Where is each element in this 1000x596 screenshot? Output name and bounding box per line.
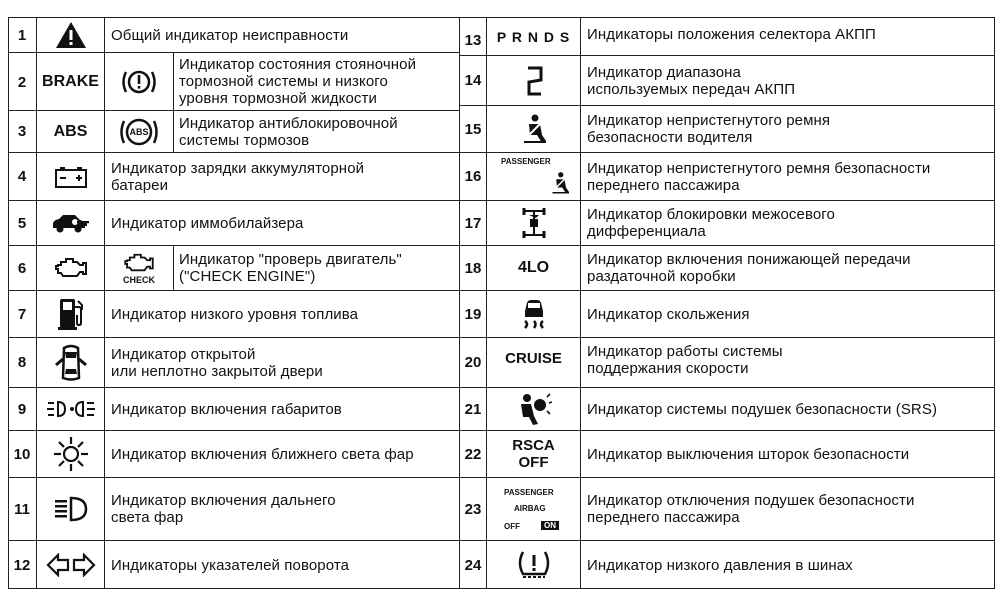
row-number: 19 <box>464 305 482 323</box>
row-number: 10 <box>13 445 31 463</box>
gear-selector-label: P R N D S <box>496 28 571 45</box>
row-number: 14 <box>464 72 482 89</box>
on-badge: ON <box>541 521 559 530</box>
4lo-label: 4LO <box>517 259 550 276</box>
row-number: 6 <box>17 259 27 277</box>
indicator-description: Индикатор непристегнутого ремня безопасности водителя <box>587 112 831 146</box>
row-number: 9 <box>17 400 27 418</box>
indicator-description: Индикатор зарядки аккумуляторной батареи <box>111 159 365 194</box>
indicator-description: Индикаторы положения селектора АКПП <box>587 25 876 43</box>
indicator-description: Общий индикатор неисправности <box>111 26 349 44</box>
rsca-off-label <box>487 431 580 477</box>
row-number: 4 <box>17 168 27 185</box>
indicator-description: Индикатор низкого давления в шинах <box>587 556 853 574</box>
row-number: 24 <box>464 556 482 574</box>
off-text: OFF <box>518 454 549 471</box>
indicator-description: Индикатор скольжения <box>587 305 750 323</box>
row-number: 21 <box>464 400 482 418</box>
indicator-description: Индикатор низкого уровня топлива <box>111 305 359 323</box>
indicator-description: Индикатор работы системы поддержания скорости <box>587 343 783 377</box>
indicator-description: Индикатор включения понижающей передачи раздаточной коробки <box>587 251 911 285</box>
indicator-description: Индикатор включения ближнего света фар <box>111 445 414 463</box>
row-number: 3 <box>17 123 27 140</box>
indicator-description: Индикатор выключения шторок безопасности <box>587 445 910 463</box>
indicator-description: Индикатор непристегнутого ремня безопасности переднего пассажира <box>587 159 931 194</box>
row-number: 8 <box>17 354 27 371</box>
col-divider <box>173 245 174 290</box>
low-beam-icon <box>37 431 104 477</box>
row-number: 16 <box>464 168 482 185</box>
row-number: 23 <box>464 500 482 518</box>
row-number: 11 <box>14 500 30 518</box>
abs-inner-label: ABS <box>129 126 149 137</box>
row-number: 15 <box>464 120 482 138</box>
abs-text-icon: ABS <box>53 122 88 140</box>
row-number: 13 <box>464 31 482 49</box>
side-lights-icon <box>37 388 104 430</box>
col-divider <box>580 17 581 589</box>
indicator-description: Индикатор диапазона используемых передач АКПП <box>587 63 796 98</box>
row-number: 17 <box>464 214 482 232</box>
indicator-description: Индикатор отключения подушек безопасности переднего пассажира <box>587 492 915 526</box>
indicator-description: Индикаторы указателей поворота <box>111 556 350 574</box>
row-number: 1 <box>17 27 27 44</box>
col-divider <box>104 152 105 245</box>
row-number: 7 <box>17 305 27 323</box>
airbag-icon <box>487 388 580 430</box>
row-number: 12 <box>13 556 31 574</box>
indicator-description: Индикатор открытой или неплотно закрытой двери <box>111 345 323 380</box>
row-number: 20 <box>464 354 482 371</box>
indicator-description: Индикатор иммобилайзера <box>111 214 304 232</box>
passenger-seatbelt-icon <box>487 153 580 200</box>
col-divider <box>173 52 174 152</box>
brake-text-icon: BRAKE <box>42 72 99 90</box>
car-key-icon <box>37 201 104 245</box>
engine-icon <box>37 246 104 290</box>
col-divider <box>104 290 105 589</box>
open-door-car-icon <box>37 338 104 387</box>
off-text: OFF <box>504 522 520 531</box>
indicator-description: Индикатор состояния стояночной тормозной системы и низкого уровня тормозной жидкости <box>179 56 417 107</box>
check-label: CHECK <box>122 274 155 285</box>
seatbelt-icon <box>487 106 580 152</box>
indicator-description: Индикатор "проверь двигатель" ("CHECK ENGINE") <box>179 251 402 285</box>
cruise-label: CRUISE <box>505 349 562 367</box>
high-beam-icon <box>37 478 104 540</box>
indicator-description: Индикатор системы подушек безопасности (SRS) <box>587 400 938 418</box>
row-number: 5 <box>17 214 27 232</box>
skid-icon <box>487 291 580 337</box>
turn-signals-icon <box>37 541 104 589</box>
passenger-airbag-label <box>487 478 580 540</box>
rsca-text: RSCA <box>512 437 555 454</box>
abs-circle-icon <box>105 111 173 152</box>
indicator-description: Индикатор включения габаритов <box>111 400 342 418</box>
col-divider <box>104 17 105 52</box>
indicator-description: Индикатор антиблокировочной системы тормозов <box>179 114 398 149</box>
indicator-description: Индикатор включения дальнего света фар <box>111 492 336 526</box>
diff-lock-icon <box>487 201 580 245</box>
row-number: 22 <box>464 445 482 463</box>
battery-icon <box>37 153 104 200</box>
tire-pressure-icon <box>487 541 580 589</box>
row-number: 2 <box>17 73 27 91</box>
airbag-text: AIRBAG <box>514 504 546 513</box>
check-engine-icon <box>105 246 173 290</box>
fuel-pump-icon <box>37 291 104 337</box>
passenger-label: PASSENGER <box>501 157 551 166</box>
passenger-text: PASSENGER <box>504 488 554 497</box>
brake-circle-icon <box>105 53 173 110</box>
gear-range-digit <box>487 56 580 105</box>
indicator-description: Индикатор блокировки межосевого дифференциала <box>587 206 835 240</box>
row-number: 18 <box>464 259 482 277</box>
warning-triangle-icon <box>37 18 104 52</box>
